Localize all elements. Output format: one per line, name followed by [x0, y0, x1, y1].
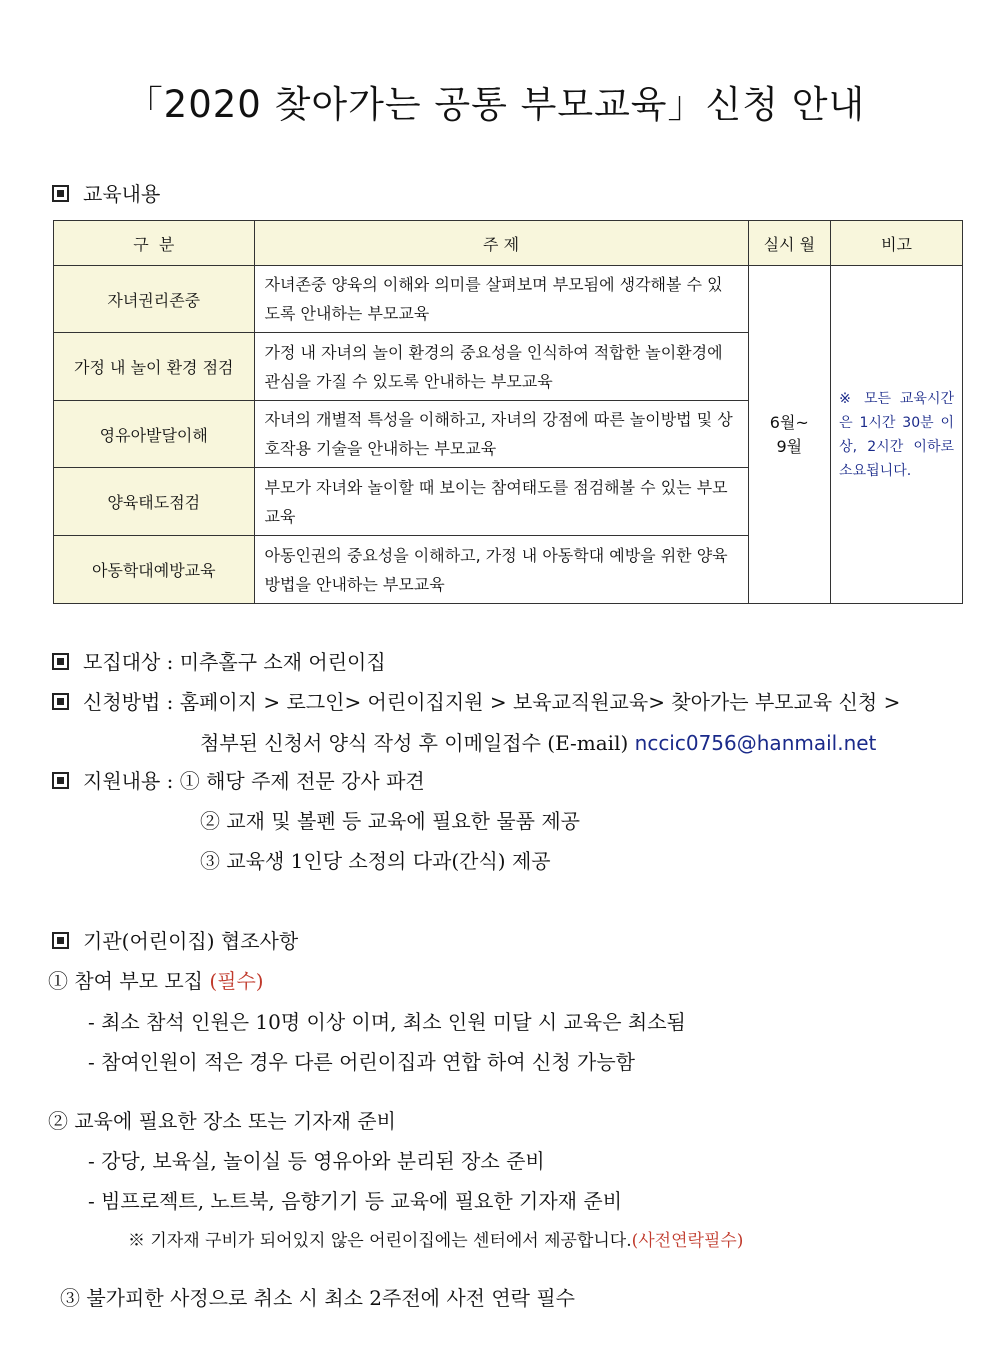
cooperation-item-2: ② 교육에 필요한 장소 또는 기자재 준비 — [48, 1109, 396, 1133]
row-topic: 아동인권의 중요성을 이해하고, 가정 내 아동학대 예방을 위한 양육방법을 안내하는 부모교육 — [254, 536, 748, 604]
method-path: 홈페이지 > 로그인> 어린이집지원 > 보육교직원교육> 찾아가는 부모교육 신청 > — [179, 690, 901, 714]
list-item: - 강당, 보육실, 놀이실 등 영유아와 분리된 장소 준비 — [88, 1149, 545, 1173]
contact-required: (사전연락필수) — [631, 1231, 744, 1251]
row-topic: 부모가 자녀와 놀이할 때 보이는 참여태도를 점검해볼 수 있는 부모교육 — [254, 468, 748, 536]
row-topic: 가정 내 자녀의 놀이 환경의 중요성을 인식하여 적합한 놀이환경에 관심을 가질 수 있도록 안내하는 부모교육 — [254, 333, 748, 401]
support-item: ③ 교육생 1인당 소정의 다과(간식) 제공 — [200, 849, 551, 873]
list-item: - 빔프로젝트, 노트북, 음향기기 등 교육에 필요한 기자재 준비 — [88, 1189, 623, 1213]
support-line: 지원내용 : ① 해당 주제 전문 강사 파견 — [52, 765, 425, 794]
square-bullet-icon — [52, 693, 69, 710]
row-category: 영유아발달이해 — [54, 401, 255, 468]
cooperation-item-1: ① 참여 부모 모집 (필수) — [48, 969, 264, 993]
page-title: 「2020 찾아가는 공통 부모교육」신청 안내 — [125, 83, 866, 126]
square-bullet-icon — [52, 185, 69, 202]
method-line-2: 첨부된 신청서 양식 작성 후 이메일접수 (E-mail) nccic0756@hanmail.net — [200, 731, 877, 755]
support-item: ① 해당 주제 전문 강사 파견 — [179, 769, 425, 793]
equipment-note: ※ 기자재 구비가 되어있지 않은 어린이집에는 센터에서 제공합니다.(사전연락필수) — [128, 1231, 744, 1251]
row-topic: 자녀존중 양육의 이해와 의미를 살펴보며 부모됨에 생각해볼 수 있도록 안내하는 부모교육 — [254, 266, 748, 333]
method-line: 신청방법 : 홈페이지 > 로그인> 어린이집지원 > 보육교직원교육> 찾아가는 부모교육 신청 > — [52, 686, 900, 715]
required-badge: (필수) — [209, 969, 264, 993]
row-category: 아동학대예방교육 — [54, 536, 255, 604]
target-line: 모집대상 : 미추홀구 소재 어린이집 — [52, 646, 386, 675]
table-row — [54, 266, 963, 333]
note-cell: ※ 모든 교육시간은 1시간 30분 이상, 2시간 이하로 소요됩니다. — [831, 266, 963, 604]
row-topic: 자녀의 개별적 특성을 이해하고, 자녀의 강점에 따른 놀이방법 및 상호작용 기술을 안내하는 부모교육 — [254, 401, 748, 468]
header-month: 실시 월 — [748, 221, 831, 266]
square-bullet-icon — [52, 932, 69, 949]
header-topic: 주 제 — [254, 221, 748, 266]
row-category: 양육태도점검 — [54, 468, 255, 536]
header-note: 비고 — [831, 221, 963, 266]
support-item: ② 교재 및 볼펜 등 교육에 필요한 물품 제공 — [200, 809, 580, 833]
education-table — [53, 220, 963, 604]
cooperation-heading: 기관(어린이집) 협조사항 — [52, 925, 298, 954]
target-value: 미추홀구 소재 어린이집 — [179, 650, 386, 674]
row-category: 가정 내 놀이 환경 점검 — [54, 333, 255, 401]
list-item: - 최소 참석 인원은 10명 이상 이며, 최소 인원 미달 시 교육은 최소됨 — [88, 1010, 686, 1034]
month-cell: 6월~ 9월 — [748, 266, 831, 604]
square-bullet-icon — [52, 653, 69, 670]
cooperation-item-3: ③ 불가피한 사정으로 취소 시 최소 2주전에 사전 연락 필수 — [60, 1286, 575, 1310]
header-category: 구 분 — [54, 221, 255, 266]
email-link[interactable]: nccic0756@hanmail.net — [634, 731, 877, 755]
list-item: - 참여인원이 적은 경우 다른 어린이집과 연합 하여 신청 가능함 — [88, 1050, 635, 1074]
row-category: 자녀권리존중 — [54, 266, 255, 333]
section-content-heading: 교육내용 — [52, 178, 160, 207]
square-bullet-icon — [52, 772, 69, 789]
table-header-row — [54, 221, 963, 266]
